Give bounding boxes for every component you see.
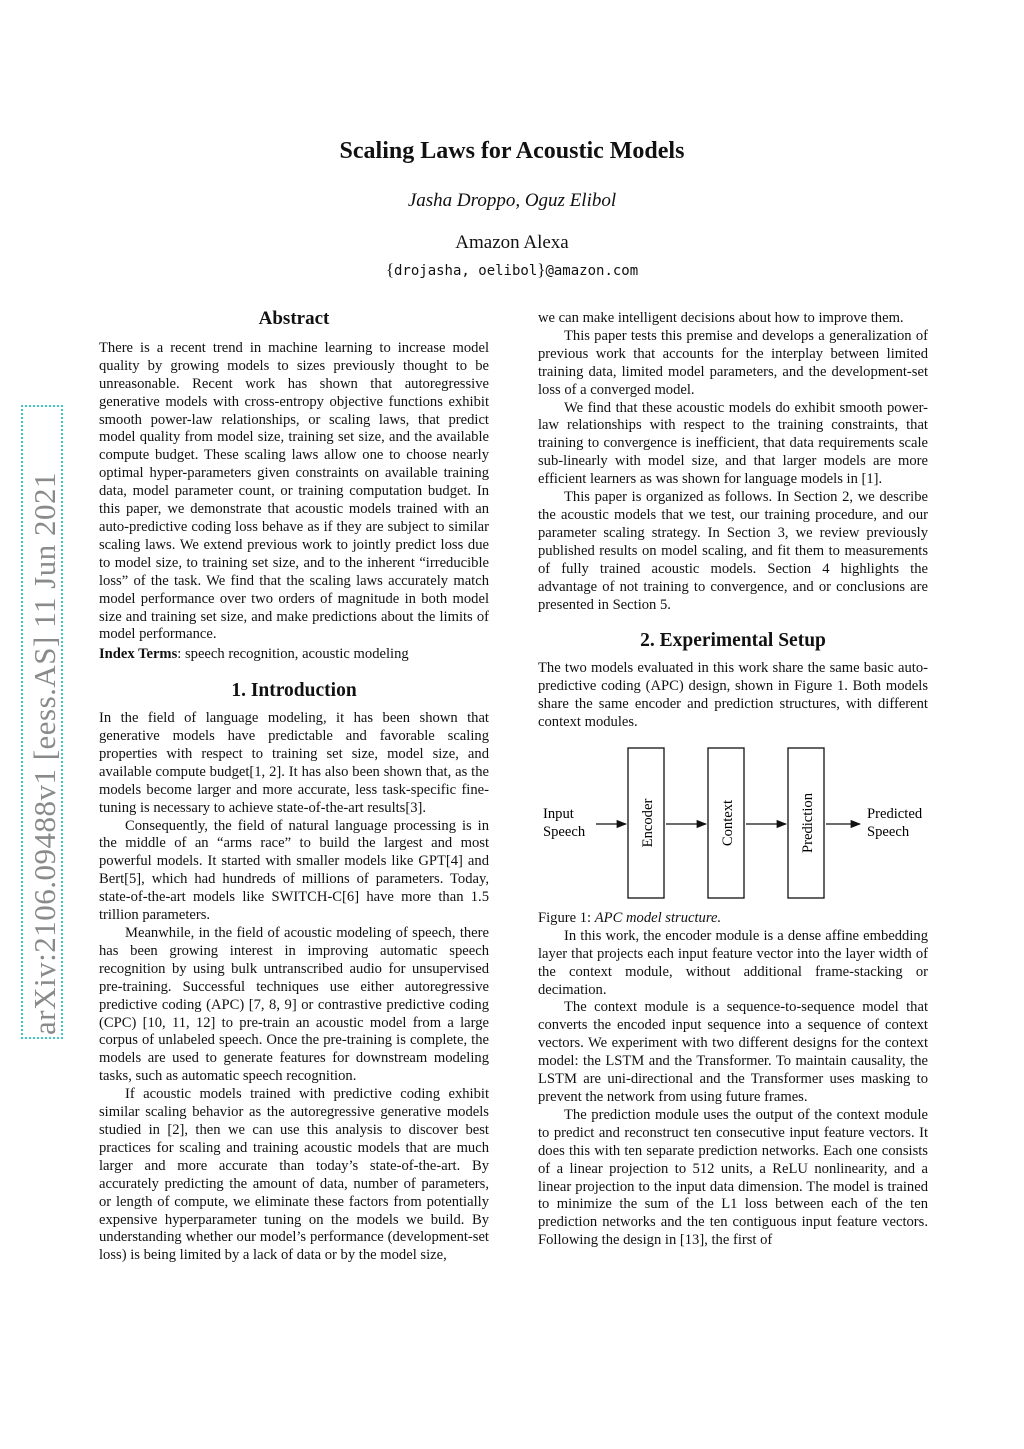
- email-names: drojasha, oelibol: [393, 263, 538, 279]
- paper-title: Scaling Laws for Acoustic Models: [339, 138, 685, 164]
- figure-caption-text: APC model structure.: [594, 909, 722, 926]
- context-label: Context: [720, 799, 736, 847]
- figure-apc-structure: [538, 746, 928, 906]
- paper-affiliation: Amazon Alexa: [455, 232, 569, 253]
- abstract-body: There is a recent trend in machine learning to increase model quality by growing models to sizes previously thought to be unreasonable. Recent work has shown that autoregressive generative models with cross-entropy objective functions exhibit smooth power-law relationships, or scaling laws, that predict model quality from model size, training set size, and the available compute budget. These scaling laws allow one to choose nearly optimal hyper-parameters given constraints on available training data, model parameter count, or training computation budget. In this paper, we demonstrate that acoustic models trained with an auto-predictive coding loss behave as if they are subject to similar scaling laws. We extend previous work to jointly predict loss due to model size, to training set size, and to the inherent “irreducible loss” of the task. We find that the scaling laws accurately match model performance over two orders of magnitude in both model size and training set size, and make predictions about the limits of model performance.: [99, 339, 489, 643]
- intro-paragraph-4: If acoustic models trained with predictive coding exhibit similar scaling behavior as the autoregressive generative models studied in [2], then we can use this analysis to discover best practices for scaling and training acoustic models that are much larger and more accurate than today’s state-of-the-art. By accurately predicting the amount of data, number of parameters, or length of compute, we eliminate these factors from potentially expensive hyperparameter tuning on the models we build. By understanding whether our model’s performance (development-set loss) is being limited by a lack of data or by the model size,: [99, 1086, 489, 1264]
- figure-caption: [538, 910, 928, 928]
- left-column: [99, 310, 489, 1265]
- abstract-heading: Abstract: [258, 308, 330, 329]
- setup-paragraph-4: The prediction module uses the output of the context module to predict and reconstruct ten consecutive input feature vectors. It does this with ten separate prediction networks. Each one consists of a linear projection to 512 units, a ReLU nonlinearity, and a linear projection to the input data dimension. The model is trained to minimize the sum of the L1 loss between each of the ten prediction networks and the ten contiguous input feature vectors. Following the design in [13], the first of: [538, 1106, 928, 1249]
- arxiv-stamp: arXiv:2106.09488v1 [eess.AS] 11 Jun 2021: [27, 471, 62, 1035]
- setup-heading: 2. Experimental Setup: [640, 630, 826, 652]
- figure-input-line2: Speech: [543, 823, 586, 840]
- right-paragraph-3: This paper is organized as follows. In Section 2, we describe the acoustic models that we test, our training procedure, and our parameter scaling strategy. In Section 3, we review previously published results on model scaling, and fit them to measurements of fully trained acoustic models. Section 4 highlights the advantage of not training to convergence, and or conclusions are presented in Section 5.: [538, 489, 928, 613]
- right-paragraph-2: We find that these acoustic models do exhibit smooth power-law relationships with respect to the training constraints, that training to convergence is inefficient, that data requirements scale sub-linearly with model size, and that larger models are more efficient learners as was shown for language models in [1].: [538, 399, 928, 488]
- setup-paragraph-2: In this work, the encoder module is a dense affine embedding layer that projects each input feature vector into the layer width of the context module, without additional frame-stacking or decimation.: [538, 927, 928, 998]
- right-column: [538, 310, 928, 1250]
- figure-caption-prefix: Figure 1:: [538, 909, 595, 926]
- setup-paragraph-3: The context module is a sequence-to-sequence model that converts the encoded input sequence into a sequence of context vectors. We experiment with two different designs for the context model: the LSTM and the Transformer. To maintain causality, the LSTM are uni-directional and the Transformer uses masking to prevent the network from using future frames.: [538, 999, 928, 1105]
- index-terms-label: Index Terms: [99, 646, 178, 663]
- figure-diagram: [538, 746, 928, 906]
- paper-email: [0, 260, 1024, 280]
- figure-output-line1: Predicted: [867, 805, 923, 822]
- email-open-brace: {: [385, 260, 394, 279]
- index-terms: [99, 646, 489, 664]
- intro-paragraph-2: Consequently, the field of natural language processing is in the middle of an “arms race” to build the largest and most powerful models. It started with smaller models like GPT[4] and Bert[5], which had hundreds of millions of parameters. Today, state-of-the-art models like SWITCH-C[6] have more than 1.5 trillion parameters.: [99, 817, 489, 924]
- right-paragraph-0: we can make intelligent decisions about how to improve them.: [538, 310, 904, 326]
- encoder-label: Encoder: [640, 798, 656, 848]
- figure-input-line1: Input: [543, 805, 574, 822]
- setup-paragraph-1: The two models evaluated in this work share the same basic auto-predictive coding (APC) design, shown in Figure 1. Both models share the same encoder and prediction structures, with different context modules.: [538, 660, 928, 731]
- intro-paragraph-3: Meanwhile, in the field of acoustic modeling of speech, there has been growing interest in improving automatic speech recognition by using bulk untranscribed audio for unsupervised pre-training. Successful techniques use either autoregressive predictive coding (APC) [7, 8, 9] or contrastive predictive coding (CPC) [10, 11, 12] to pre-train an acoustic model from a large corpus of unlabeled speech. Once the pre-training is complete, the models are used to generate features for downstream modeling tasks, such as automatic speech recognition.: [99, 925, 489, 1085]
- email-domain: @amazon.com: [545, 263, 639, 279]
- prediction-label: Prediction: [800, 792, 816, 853]
- index-terms-text: : speech recognition, acoustic modeling: [177, 646, 409, 663]
- paper-authors: Jasha Droppo, Oguz Elibol: [407, 190, 617, 211]
- email-close-brace: }: [537, 260, 546, 279]
- intro-heading: 1. Introduction: [231, 680, 357, 702]
- figure-output-line2: Speech: [867, 823, 910, 840]
- intro-paragraph-1: In the field of language modeling, it has been shown that generative models have predictable and favorable scaling properties with respect to training set size, model size, and available compute budget[1, 2]. It has also been shown that, as the models become larger and more accurate, less task-specific fine-tuning is necessary to achieve state-of-the-art results[3].: [99, 710, 489, 816]
- right-paragraph-1: This paper tests this premise and develops a generalization of previous work that accounts for the interplay between limited training data, limited model parameters, and the development-set loss of a converged model.: [538, 327, 928, 398]
